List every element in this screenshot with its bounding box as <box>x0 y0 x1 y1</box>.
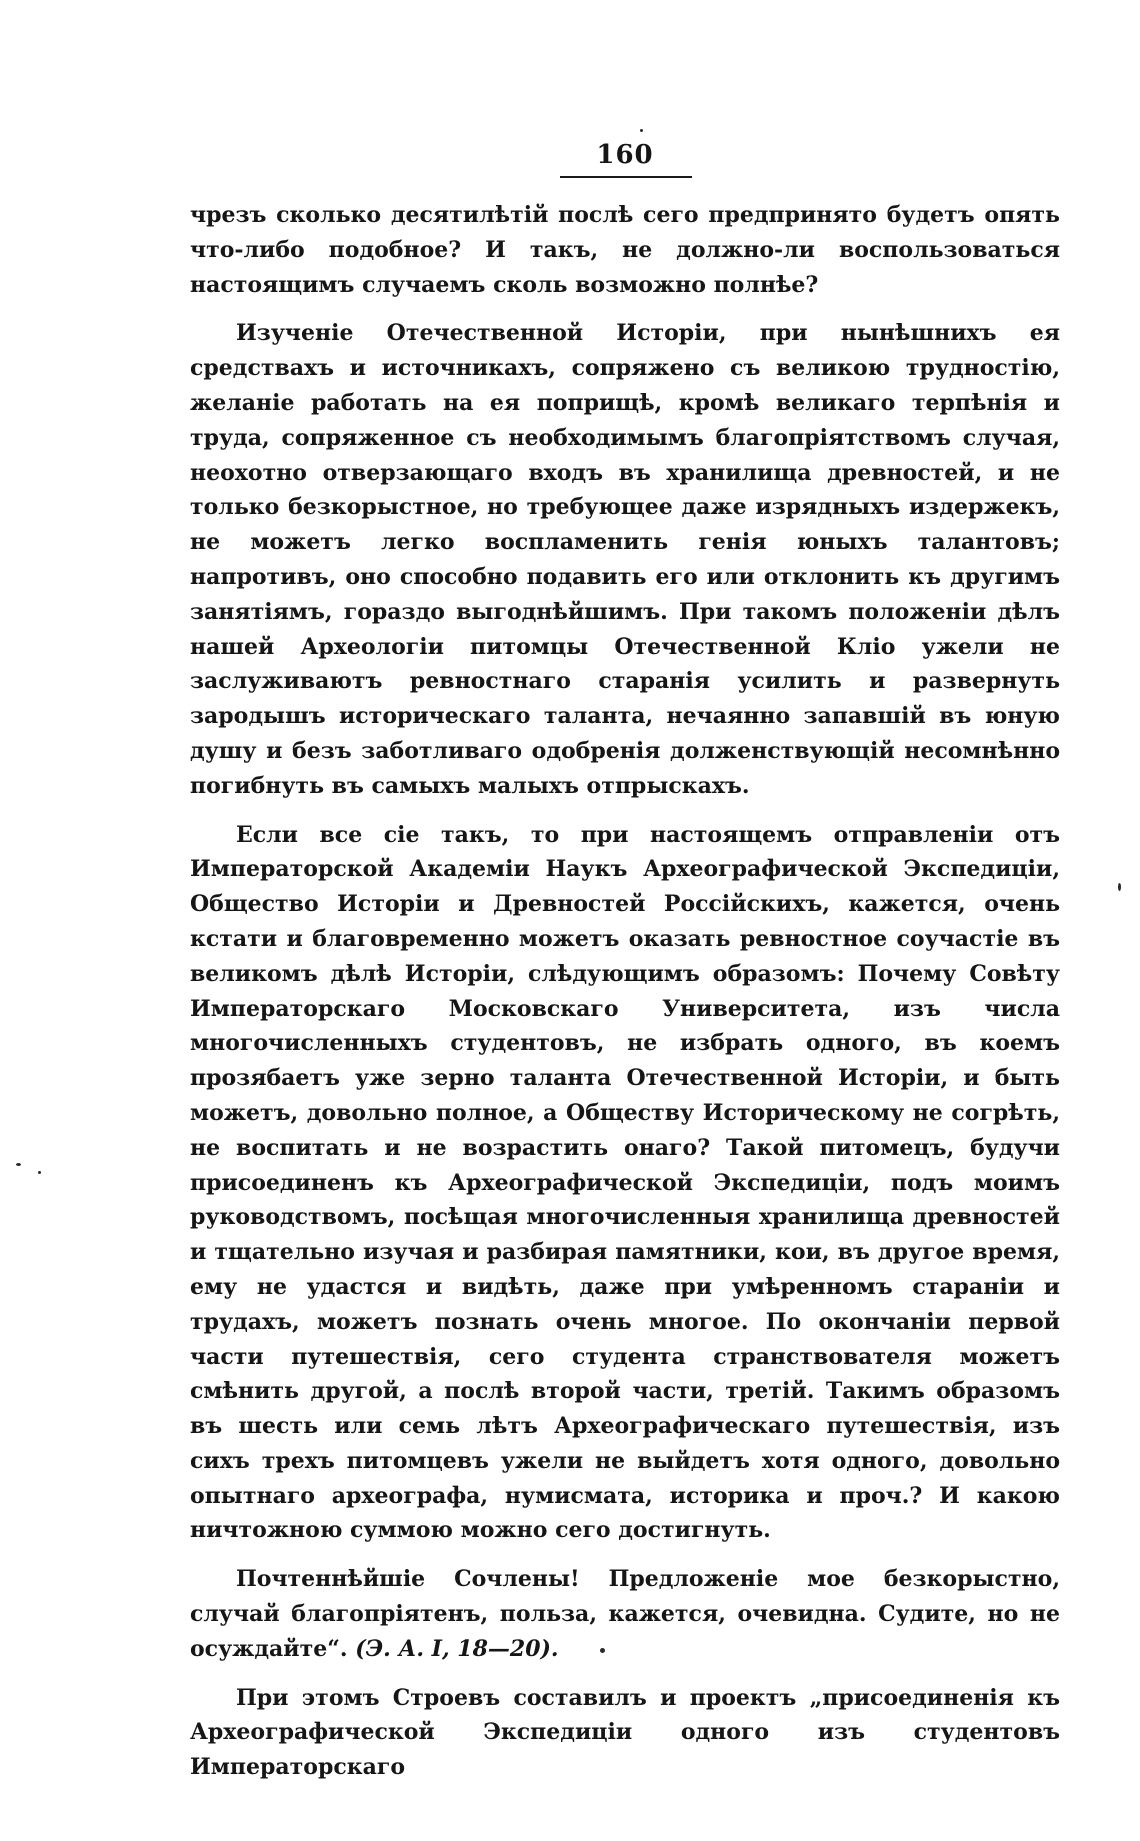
paragraph-text: Если все сіе такъ, то при настоящемъ отправленіи отъ Императорской Академіи Наукъ Археографической Экспедиціи, Общество Исторіи и Древностей Россійскихъ, кажется, очень кстати и благовременно можетъ оказать ревностное соучастіе въ великомъ дѣлѣ Исторіи, слѣдующимъ образомъ: Почему Совѣту Императорскаго Московскаго Университета, изъ числа многочисленныхъ студентовъ, не избрать одного, въ коемъ прозябаетъ уже зерно таланта Отечественной Исторіи, и быть можетъ, довольно полное, а Обществу Историческому не согрѣть, не воспитать и не возрастить онаго? Такой питомецъ, будучи присоединенъ къ Археографической Экспедиціи, подъ моимъ руководствомъ, посѣщая многочисленныя хранилища древностей и тщательно изучая и разбирая памятники, кои, въ другое время, ему не удастся и видѣть, даже при умѣренномъ стараніи и трудахъ, можетъ познать очень многое. По окончаніи первой части путешествія, сего студента странствователя можетъ смѣнить другой, а послѣ второй части, третій. Такимъ образомъ въ шесть или семь лѣтъ Археографическаго путешествія, изъ сихъ трехъ питомцевъ ужели не выйдетъ хотя одного, довольно опытнаго археографа, нумисмата, историка и проч.? И какою ничтожною суммою можно сего достигнуть. <box>190 821 1060 1544</box>
scan-speck <box>16 1163 21 1166</box>
page-number: 160 <box>596 140 654 170</box>
scan-speck <box>640 129 643 132</box>
page-number-rule <box>560 176 692 178</box>
scan-speck <box>600 1648 605 1653</box>
paragraph-continuation <box>190 198 1060 302</box>
scan-speck <box>1118 883 1121 891</box>
body-text <box>190 198 1060 1799</box>
paragraph-proposal <box>190 818 1060 1549</box>
source-reference: (Э. А. I, 18—20). <box>355 1635 559 1662</box>
paragraph-text: Почтеннѣйшіе Сочлены! Предложеніе мое безкорыстно, случай благопріятенъ, польза, кажется, очевидна. Судите, но не осуждайте“. <box>190 1566 1060 1662</box>
paragraph-closing-appeal <box>190 1562 1060 1666</box>
paragraph-stroev-project <box>190 1681 1060 1785</box>
paragraph-text: При этомъ Строевъ составилъ и проектъ „присоединенія къ Археографической Экспедиціи одного изъ студентовъ Императорскаго <box>190 1684 1060 1781</box>
paragraph-text: Изученіе Отечественной Исторіи, при нынѣшнихъ ея средствахъ и источникахъ, сопряжено съ великою трудностію, желаніе работать на ея поприщѣ, кромѣ великаго терпѣнія и труда, сопряженное съ необходимымъ благопріятствомъ случая, неохотно отверзающаго входъ въ хранилища древностей, и не только безкорыстное, но требующее даже изрядныхъ издержекъ, не можетъ легко воспламенить генія юныхъ талантовъ; напротивъ, оно способно подавить его или отклонить къ другимъ занятіямъ, гораздо выгоднѣйшимъ. При такомъ положеніи дѣлъ нашей Археологіи питомцы Отечественной Кліо ужели не заслуживаютъ ревностнаго старанія усилить и развернуть зародышъ историческаго таланта, нечаянно запавшій въ юную душу и безъ заботливаго одобренія долженствующій несомнѣнно погибнуть въ самыхъ малыхъ отпрыскахъ. <box>190 320 1060 799</box>
paragraph-study-of-history <box>190 316 1060 803</box>
scan-speck <box>38 1171 41 1174</box>
paragraph-text: чрезъ сколько десятилѣтій послѣ сего предпринято будетъ опять что-либо подобное? И такъ, не должно-ли воспользоваться настоящимъ случаемъ сколь возможно полнѣе? <box>190 202 1060 298</box>
